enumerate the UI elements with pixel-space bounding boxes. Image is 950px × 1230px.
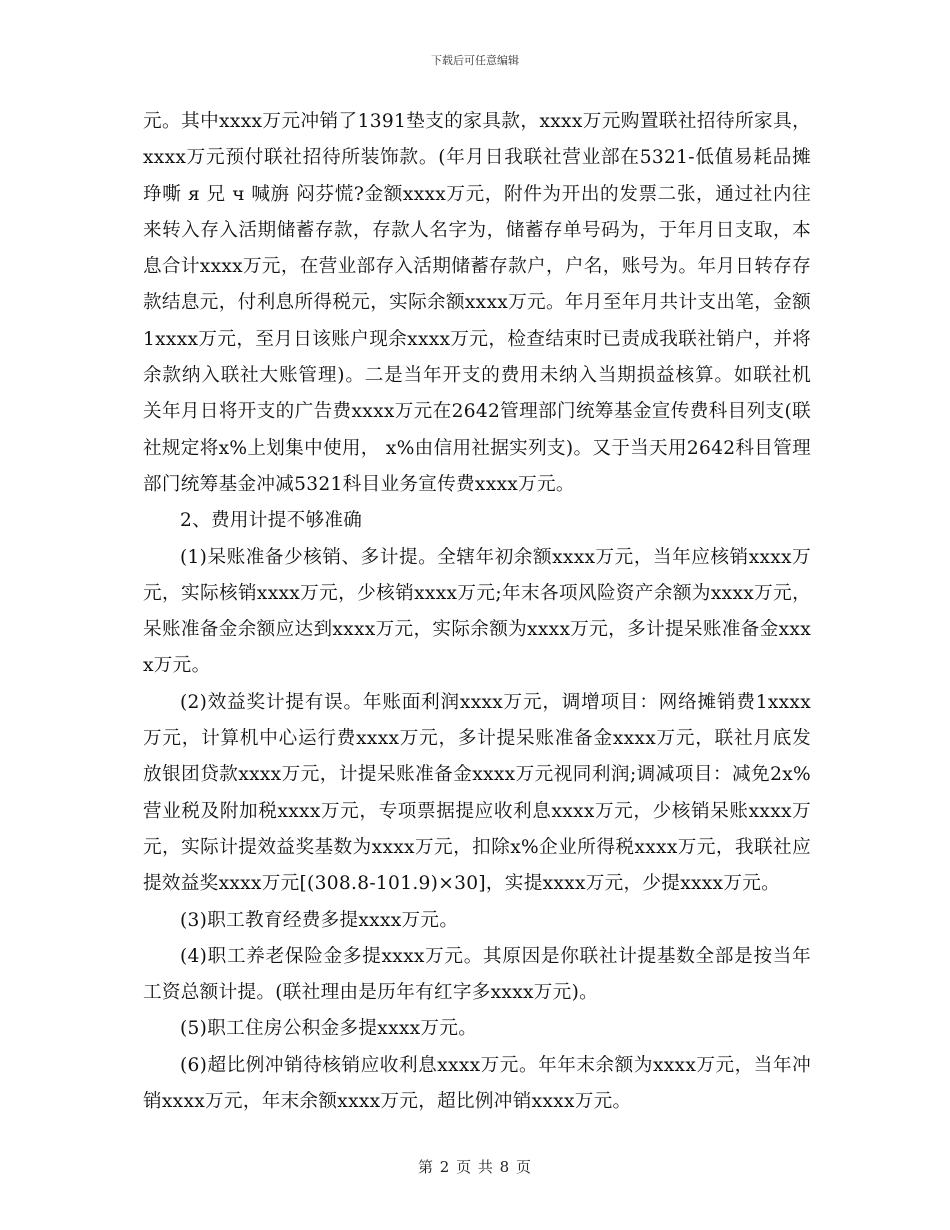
page-header: 下载后可任意编辑 <box>431 54 519 67</box>
page-number-footer: 第 2 页 共 8 页 <box>418 1158 532 1176</box>
paragraph-item-3: (3)职工教育经费多提xxxx万元。 <box>180 909 459 931</box>
paragraph-item-1: (1)呆账准备少核销、多计提。全辖年初余额xxxx万元，当年应核销xxxx万元，实际核销xxxx万元，少核销xxxx万元;年末各项风险资产余额为xxxx万元，呆账准备金余额应达到xxxx万元，实际余额为xxxx万元，多计提呆账准备金xxxx万元。 <box>143 546 811 677</box>
document-body <box>143 104 811 1120</box>
section-heading-expense-accrual: 2、费用计提不够准确 <box>180 510 363 532</box>
paragraph-1: 元。其中xxxx万元冲销了1391垫支的家具款，xxxx万元购置联社招待所家具，xxxx万元预付联社招待所装饰款。(年月日我联社营业部在5321-低值易耗品摊琤嘶 я 兄 ч 喊旃 闷芬慌?金额xxxx万元，附件为开出的发票二张，通过社内往来转入存入活期储蓄存款，存款人名字为，储蓄存单号码为，于年月日支取，本息合计xxxx万元，在营业部存入活期储蓄存款户，户名，账号为。年月日转存存款结息元，付利息所得税元，实际余额xxxx万元。年月至年月共计支出笔，金额1xxxx万元，至月日该账户现余xxxx万元，检查结束时已责成我联社销户，并将余款纳入联社大账管理)。二是当年开支的费用未纳入当期损益核算。如联社机关年月日将开支的广告费xxxx万元在2642管理部门统筹基金宣传费科目列支(联社规定将x%上划集中使用， x%由信用社据实列支)。又于当天用2642科目管理部门统筹基金冲减5321科目业务宣传费xxxx万元。 <box>143 111 811 495</box>
paragraph-item-6: (6)超比例冲销待核销应收利息xxxx万元。年年末余额为xxxx万元，当年冲销xxxx万元，年末余额xxxx万元，超比例冲销xxxx万元。 <box>143 1054 811 1113</box>
paragraph-item-2: (2)效益奖计提有误。年账面利润xxxx万元，调增项目：网络摊销费1xxxx万元，计算机中心运行费xxxx万元，多计提呆账准备金xxxx万元，联社月底发放银团贷款xxxx万元，计提呆账准备金xxxx万元视同利润;调减项目：减免2x%营业税及附加税xxxx万元，专项票据提应收利息xxxx万元，少核销呆账xxxx万元，实际计提效益奖基数为xxxx万元，扣除x%企业所得税xxxx万元，我联社应提效益奖xxxx万元[(308.8-101.9)×30]，实提xxxx万元，少提xxxx万元。 <box>143 691 811 895</box>
paragraph-item-4: (4)职工养老保险金多提xxxx万元。其原因是你联社计提基数全部是按当年工资总额计提。(联社理由是历年有红字多xxxx万元)。 <box>143 945 811 1004</box>
paragraph-item-5: (5)职工住房公积金多提xxxx万元。 <box>180 1018 478 1040</box>
